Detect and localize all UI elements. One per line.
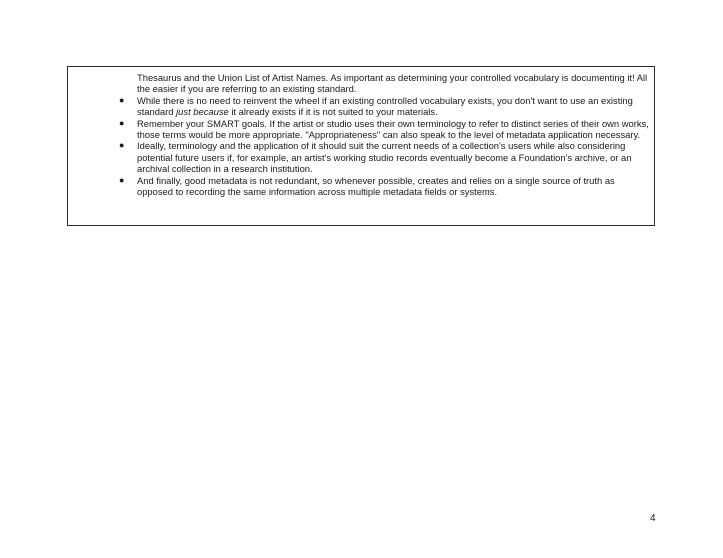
bullet-icon: ● <box>119 117 125 128</box>
bullet-text-3: Ideally, terminology and the application of it should suit the current needs of a collection's users while also considering potential future users if, for example, an artist's working studio records eventually become a Foundation's archive, or an archival collection in a research institution. <box>137 140 632 175</box>
bullet-item-4 <box>68 175 656 198</box>
bullet-item-2 <box>68 118 656 141</box>
bullet-text-1: While there is no need to reinvent the wheel if an existing controlled vocabulary exists, you don't want to use an existing standard <box>137 94 633 118</box>
bordered-text-box <box>67 66 655 226</box>
intro-paragraph: Thesaurus and the Union List of Artist Names. As important as determining your controlled vocabulary is documenting it! All the easier if you are referring to an existing standard. <box>137 72 648 95</box>
bullet-item-1 <box>68 95 656 118</box>
bullet-text-4: And finally, good metadata is not redundant, so whenever possible, creates and relies on a single source of truth as opposed to recording the same information across multiple metadata fields or systems. <box>137 174 615 198</box>
bullet-text-1-end: it already exists if it is not suited to your materials. <box>228 106 438 118</box>
bullet-emphasis-1: just because <box>176 106 229 118</box>
bullet-item-3 <box>68 140 656 174</box>
bullet-icon: ● <box>119 140 125 151</box>
box-content <box>68 72 656 197</box>
bullet-text-2: Remember your SMART goals. If the artist or studio uses their own terminology to refer to distinct series of their own works, those terms would be more appropriate. "Appropriateness" can also speak to the level of metadata application necessary. <box>137 117 649 141</box>
page-number: 4 <box>650 513 656 524</box>
bullet-icon: ● <box>119 174 125 185</box>
bullet-icon: ● <box>119 94 125 105</box>
